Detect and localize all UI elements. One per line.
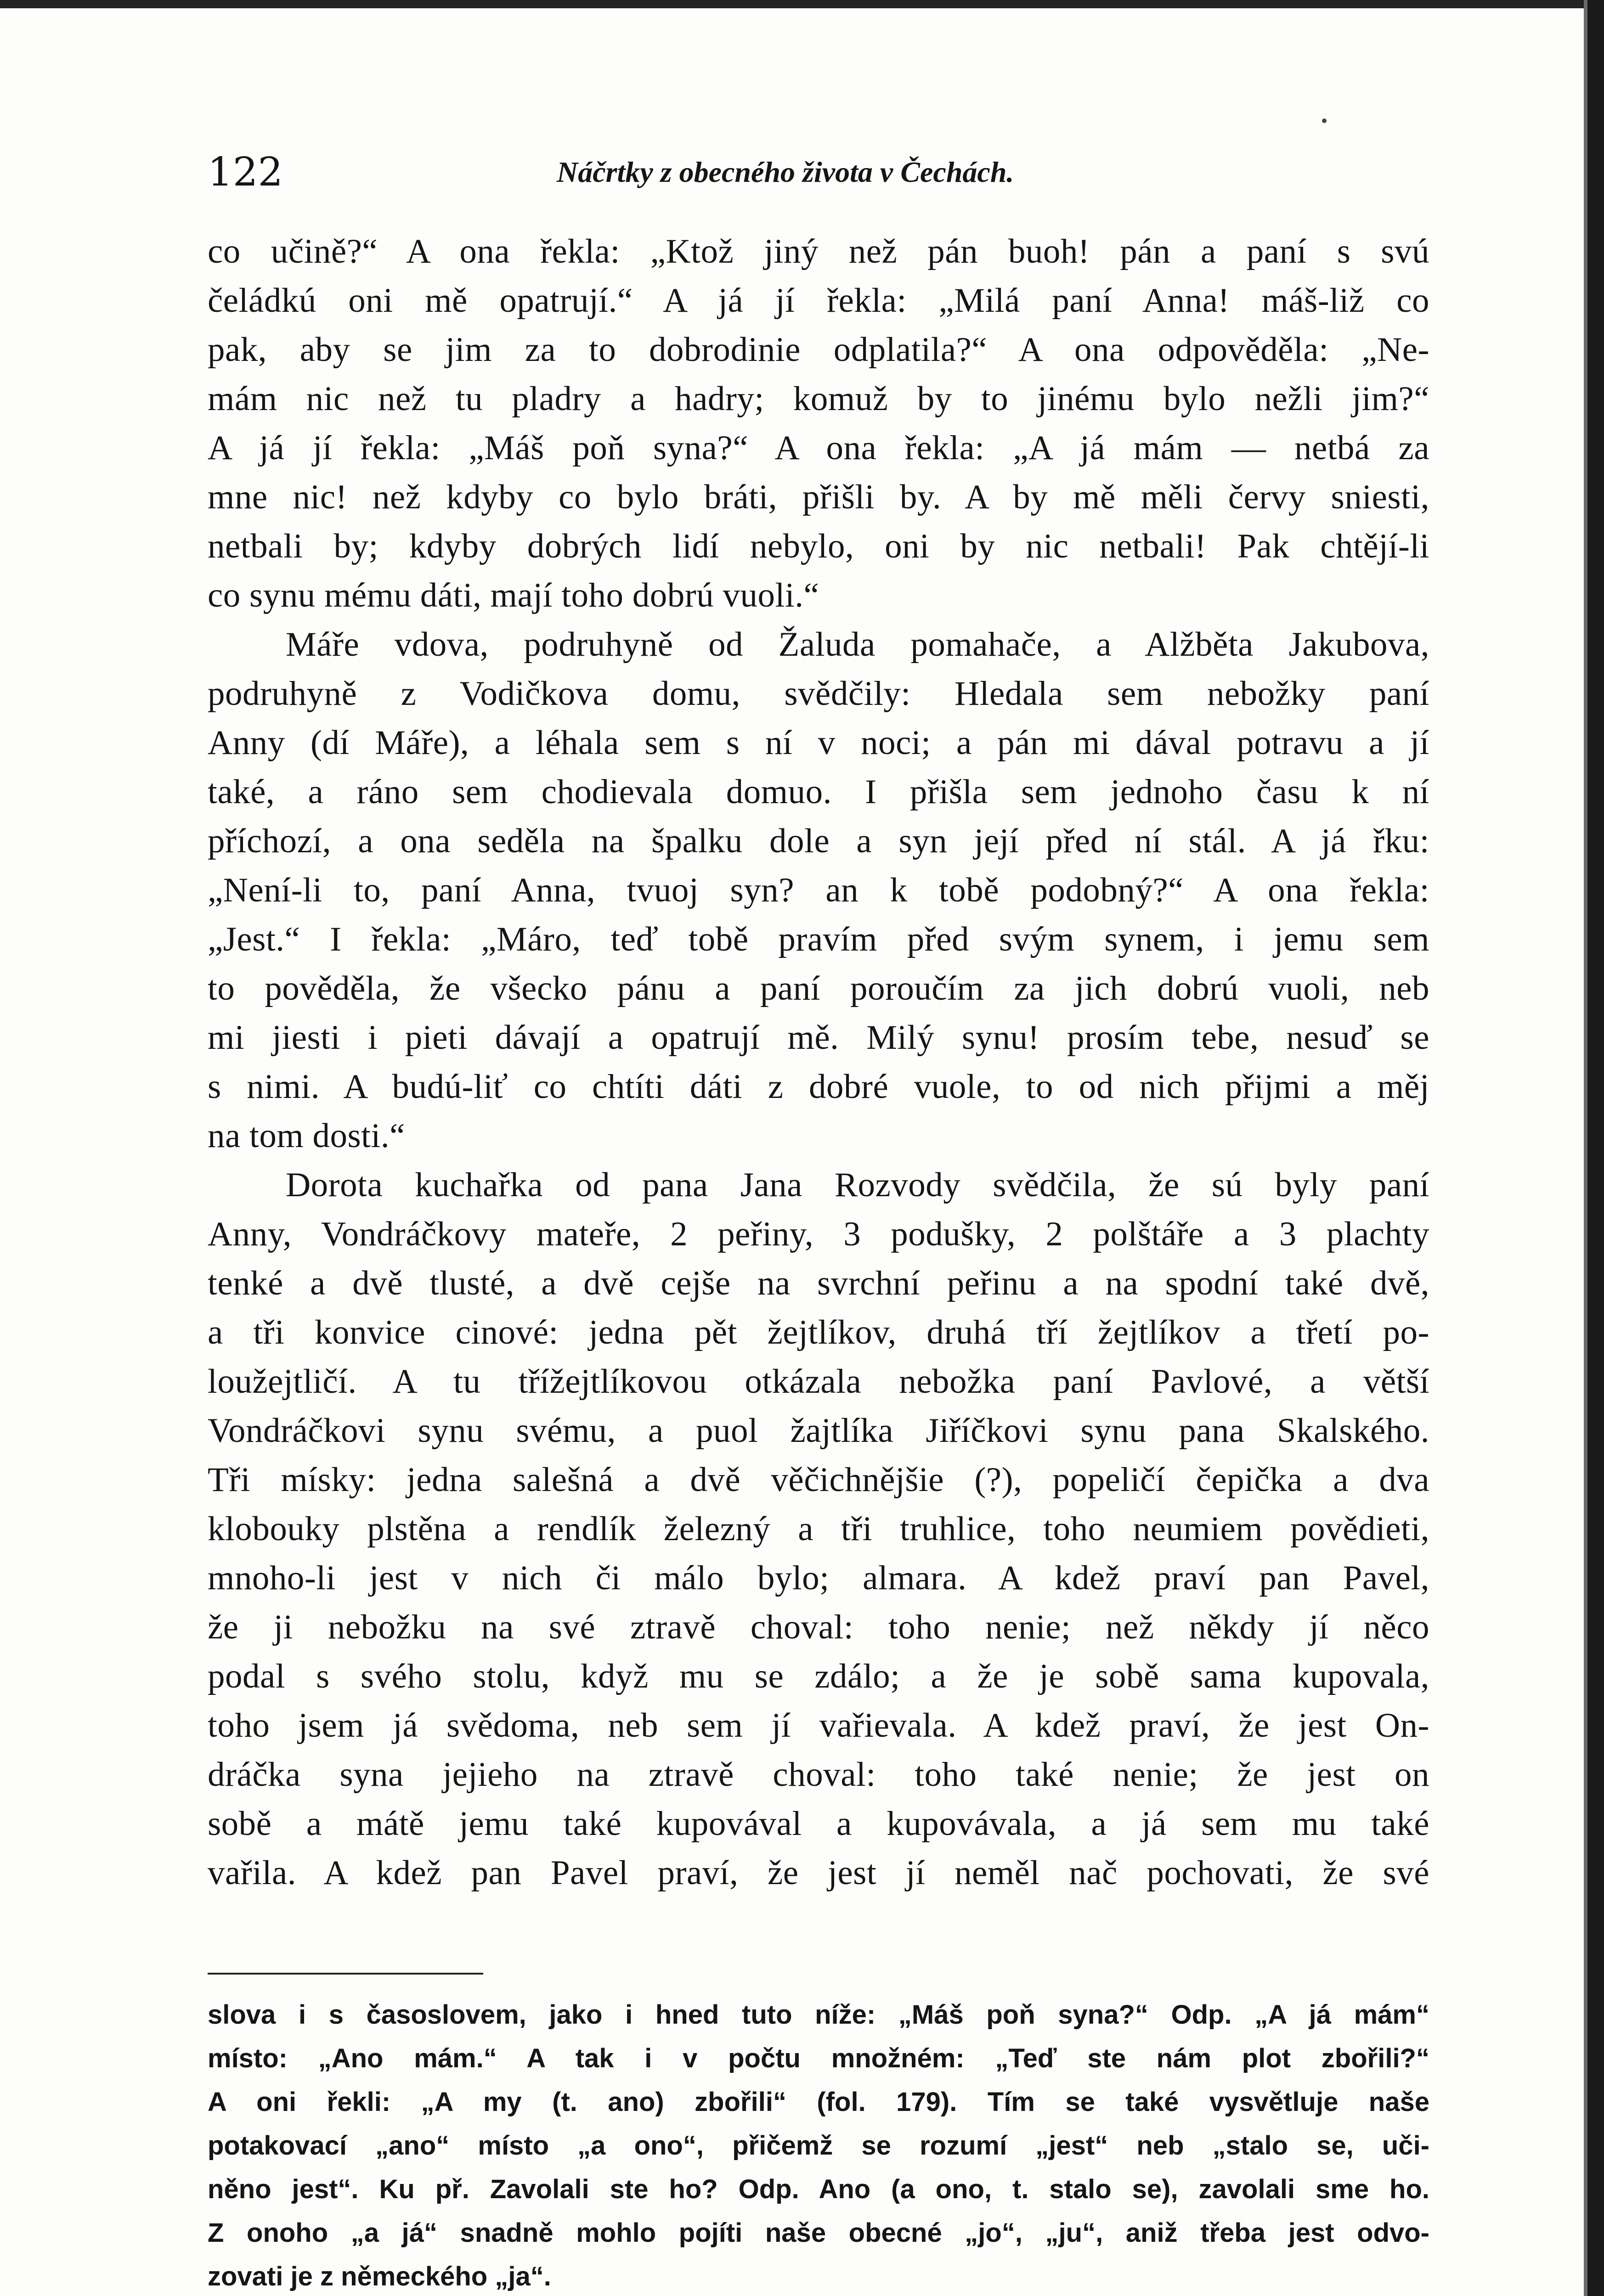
body-text xyxy=(208,227,1429,1897)
text-line: podal s svého stolu, když mu se zdálo; a že je sobě sama kupovala, xyxy=(208,1657,1429,1695)
scan-edge-shadow xyxy=(1584,0,1587,2296)
footnote-line: místo: „Ano mám.“ A tak i v počtu množném: „Teď ste nám plot zbořili?“ xyxy=(208,2043,1429,2073)
text-line: na tom dosti.“ xyxy=(208,1117,405,1155)
text-line: Vondráčkovi synu svému, a puol žajtlíka Jiříčkovi synu pana Skalského. xyxy=(208,1412,1429,1450)
page-number: 122 xyxy=(208,149,283,195)
text-line: čeládkú oni mě opatrují.“ A já jí řekla: „Milá paní Anna! máš-liž co xyxy=(208,281,1429,320)
text-line: to pověděla, že všecko pánu a paní poroučím za jich dobrú vuoli, neb xyxy=(208,969,1429,1007)
text-line: mne nic! než kdyby co bylo bráti, přišli by. A by mě měli červy sniesti, xyxy=(208,478,1429,516)
text-line: tenké a dvě tlusté, a dvě cejše na svrchní peřinu a na spodní také dvě, xyxy=(208,1264,1429,1302)
footnote-line: slova i s časoslovem, jako i hned tuto níže: „Máš poň syna?“ Odp. „A já mám“ xyxy=(208,2000,1429,2030)
text-line: co synu mému dáti, mají toho dobrú vuoli.“ xyxy=(208,576,819,614)
text-line: pak, aby se jim za to dobrodinie odplatila?“ A ona odpověděla: „Ne- xyxy=(208,331,1429,369)
page-header xyxy=(208,147,1420,197)
footnote xyxy=(208,1993,1429,2296)
text-line: také, a ráno sem chodievala domuo. I přišla sem jednoho času k ní xyxy=(208,773,1429,811)
text-line: Tři mísky: jedna salešná a dvě věčichnějšie (?), popeličí čepička a dva xyxy=(208,1461,1429,1499)
text-line: toho jsem já svědoma, neb sem jí vařievala. A kdež praví, že jest On- xyxy=(208,1706,1429,1745)
text-line: mnoho-li jest v nich či málo bylo; almara. A kdež praví pan Pavel, xyxy=(208,1559,1429,1597)
text-line: Anny, Vondráčkovy mateře, 2 peřiny, 3 podušky, 2 polštáře a 3 plachty xyxy=(208,1215,1429,1253)
text-line: že ji nebožku na své ztravě choval: toho nenie; než někdy jí něco xyxy=(208,1608,1429,1646)
text-line: mi jiesti i pieti dávají a opatrují mě. Milý synu! prosím tebe, nesuď se xyxy=(208,1019,1429,1057)
text-line: klobouky plstěna a rendlík železný a tři truhlice, toho neumiem povědieti, xyxy=(208,1510,1429,1548)
text-line: dráčka syna jejieho na ztravě choval: toho také nenie; že jest on xyxy=(208,1756,1429,1794)
footnote-divider xyxy=(208,1973,483,1975)
text-line: Dorota kuchařka od pana Jana Rozvody svědčila, že sú byly paní xyxy=(286,1166,1429,1204)
ink-speck xyxy=(1322,118,1327,123)
text-line: „Jest.“ I řekla: „Máro, teď tobě pravím před svým synem, i jemu sem xyxy=(208,920,1429,958)
text-line: „Není-li to, paní Anna, tvuoj syn? an k tobě podobný?“ A ona řekla: xyxy=(208,871,1429,909)
text-line: s nimi. A budú-liť co chtíti dáti z dobré vuole, to od nich přijmi a měj xyxy=(208,1068,1429,1106)
text-line: sobě a mátě jemu také kupovával a kupovávala, a já sem mu také xyxy=(208,1805,1429,1843)
text-line: loužejtličí. A tu třížejtlíkovou otkázala nebožka paní Pavlové, a větší xyxy=(208,1362,1429,1401)
text-line: mám nic než tu pladry a hadry; komuž by to jinému bylo nežli jim?“ xyxy=(208,380,1429,418)
footnote-line: Z onoho „a já“ snadně mohlo pojíti naše obecné „jo“, „ju“, aniž třeba jest odvo- xyxy=(208,2218,1429,2248)
text-line: A já jí řekla: „Máš poň syna?“ A ona řekla: „A já mám — netbá za xyxy=(208,429,1429,467)
text-line: příchozí, a ona seděla na špalku dole a syn její před ní stál. A já řku: xyxy=(208,822,1429,860)
text-line: a tři konvice cinové: jedna pět žejtlíkov, druhá tří žejtlíkov a třetí po- xyxy=(208,1313,1429,1351)
running-title: Náčrtky z obecného života v Čechách. xyxy=(557,156,1014,188)
text-line: co učině?“ A ona řekla: „Ktož jiný než pán buoh! pán a paní s svú xyxy=(208,232,1429,270)
scan-edge-right xyxy=(1587,0,1604,2296)
text-line: podruhyně z Vodičkova domu, svědčily: Hledala sem nebožky paní xyxy=(208,675,1429,713)
footnote-line: něno jest“. Ku př. Zavolali ste ho? Odp. Ano (a ono, t. stalo se), zavolali sme ho. xyxy=(208,2174,1429,2204)
text-line: vařila. A kdež pan Pavel praví, že jest jí neměl nač pochovati, že své xyxy=(208,1854,1429,1892)
footnote-line: zovati je z německého „ja“. xyxy=(208,2262,551,2291)
text-line: Máře vdova, podruhyně od Žaluda pomahače, a Alžběta Jakubova, xyxy=(286,625,1429,664)
text-line: netbali by; kdyby dobrých lidí nebylo, oni by nic netbali! Pak chtějí-li xyxy=(208,527,1429,565)
footnote-line: potakovací „ano“ místo „a ono“, přičemž se rozumí „jest“ neb „stalo se, uči- xyxy=(208,2131,1429,2161)
text-line: Anny (dí Máře), a léhala sem s ní v noci; a pán mi dával potravu a jí xyxy=(208,724,1429,762)
scan-edge-top xyxy=(0,0,1604,8)
footnote-line: A oni řekli: „A my (t. ano) zbořili“ (fol. 179). Tím se také vysvětluje naše xyxy=(208,2087,1429,2117)
